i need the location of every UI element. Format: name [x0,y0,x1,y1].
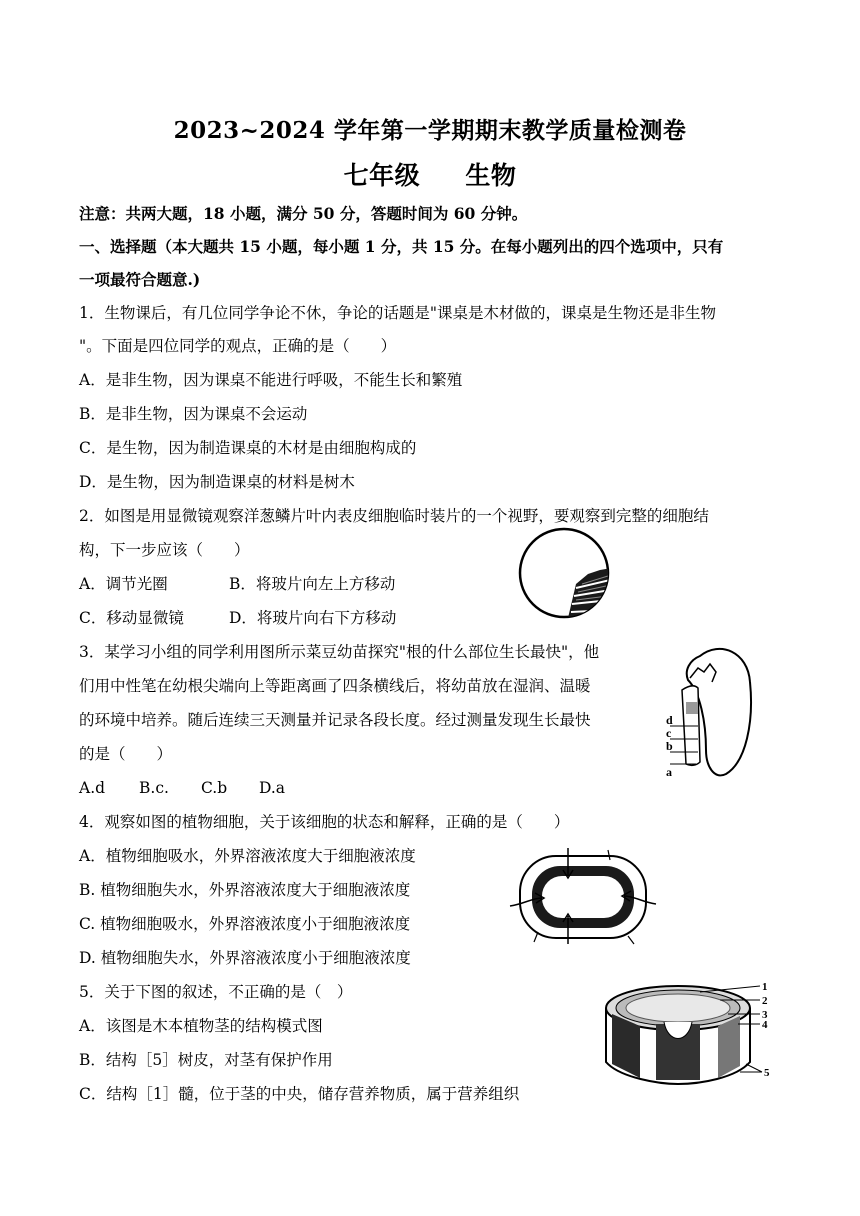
q4-option-a: A．植物细胞吸水，外界溶液浓度大于细胞液浓度 [79,847,416,865]
seedling-label-c: c [666,726,672,740]
q4-option-d: D. 植物细胞失水，外界溶液浓度小于细胞液浓度 [79,949,411,967]
q1-option-a: A．是非生物，因为课桌不能进行呼吸，不能生长和繁殖 [79,371,463,389]
exam-title: 2023~2024 学年第一学期期末教学质量检测卷 [173,117,687,144]
q1-stem-line2: "。下面是四位同学的观点，正确的是（ ） [79,337,397,355]
q2-option-b: B．将玻片向左上方移动 [229,575,396,593]
grade-label: 七年级 [343,161,421,190]
q5-option-c: C．结构［1］髓，位于茎的中央，储存营养物质，属于营养组织 [79,1085,520,1103]
seedling-label-a: a [666,765,672,779]
q2-stem-line1: 2．如图是用显微镜观察洋葱鳞片叶内表皮细胞临时装片的一个视野，要观察到完整的细胞结 [79,507,709,525]
q3-stem-line2: 们用中性笔在幼根尖端向上等距离画了四条横线后，将幼苗放在湿润、温暖 [79,677,591,695]
stem-label-4: 4 [762,1019,768,1031]
section1-heading-line2: 一项最符合题意.) [79,270,201,289]
q4-stem: 4．观察如图的植物细胞，关于该细胞的状态和解释，正确的是（ ） [79,813,570,831]
q3-option-a: A.d [79,779,106,797]
stem-label-1: 1 [762,981,768,993]
q1-stem-line1: 1．生物课后，有几位同学争论不休，争论的话题是"课桌是木材做的，课桌是生物还是非生物 [79,304,716,322]
seedling-label-d: d [666,713,673,727]
bean-seedling-figure [660,642,760,782]
stem-label-5: 5 [764,1067,770,1079]
q2-options-row1 [79,574,395,594]
q3-option-b: B.c. [139,779,169,797]
section1-heading-line1: 一、选择题（本大题共 15 小题，每小题 1 分，共 15 分。在每小题列出的四个选项中，只有 [79,237,724,256]
stem-label-2: 2 [762,995,768,1007]
q3-stem-line3: 的环境中培养。随后连续三天测量并记录各段长度。经过测量发现生长最快 [79,711,591,729]
stem-label-3: 3 [762,1009,768,1021]
plant-cell-figure [508,846,658,946]
q3-stem-line1: 3．某学习小组的同学利用图所示菜豆幼苗探究"根的什么部位生长最快"，他 [79,643,600,661]
q2-option-c: C．移动显微镜 [79,609,184,627]
q2-option-d: D．将玻片向右下方移动 [229,609,397,627]
q2-options-row2 [79,608,396,628]
grade-subject [0,156,860,192]
q4-option-c: C. 植物细胞吸水，外界溶液浓度小于细胞液浓度 [79,915,411,933]
q3-option-c: C.b [201,779,228,797]
q3-option-d: D.a [259,779,286,797]
q5-stem: 5．关于下图的叙述，不正确的是（ ） [79,983,353,1001]
q1-option-b: B．是非生物，因为课桌不会运动 [79,405,308,423]
q2-option-a: A．调节光圈 [79,575,168,593]
woody-stem-figure [600,980,780,1090]
q5-option-a: A．该图是木本植物茎的结构模式图 [79,1017,323,1035]
notice: 注意：共两大题，18 小题，满分 50 分，答题时间为 60 分钟。 [79,204,528,223]
q1-option-c: C．是生物，因为制造课桌的木材是由细胞构成的 [79,439,417,457]
q3-stem-line4: 的是（ ） [79,745,173,763]
seedling-label-b: b [666,739,673,753]
q2-stem-line2: 构，下一步应该（ ） [79,541,250,559]
subject-label: 生物 [465,161,517,190]
q4-option-b: B. 植物细胞失水，外界溶液浓度大于细胞液浓度 [79,881,411,899]
microscope-field-figure [516,526,616,624]
q1-option-d: D．是生物，因为制造课桌的材料是树木 [79,473,355,491]
q5-option-b: B．结构［5］树皮，对茎有保护作用 [79,1051,333,1069]
q3-options [79,778,285,798]
